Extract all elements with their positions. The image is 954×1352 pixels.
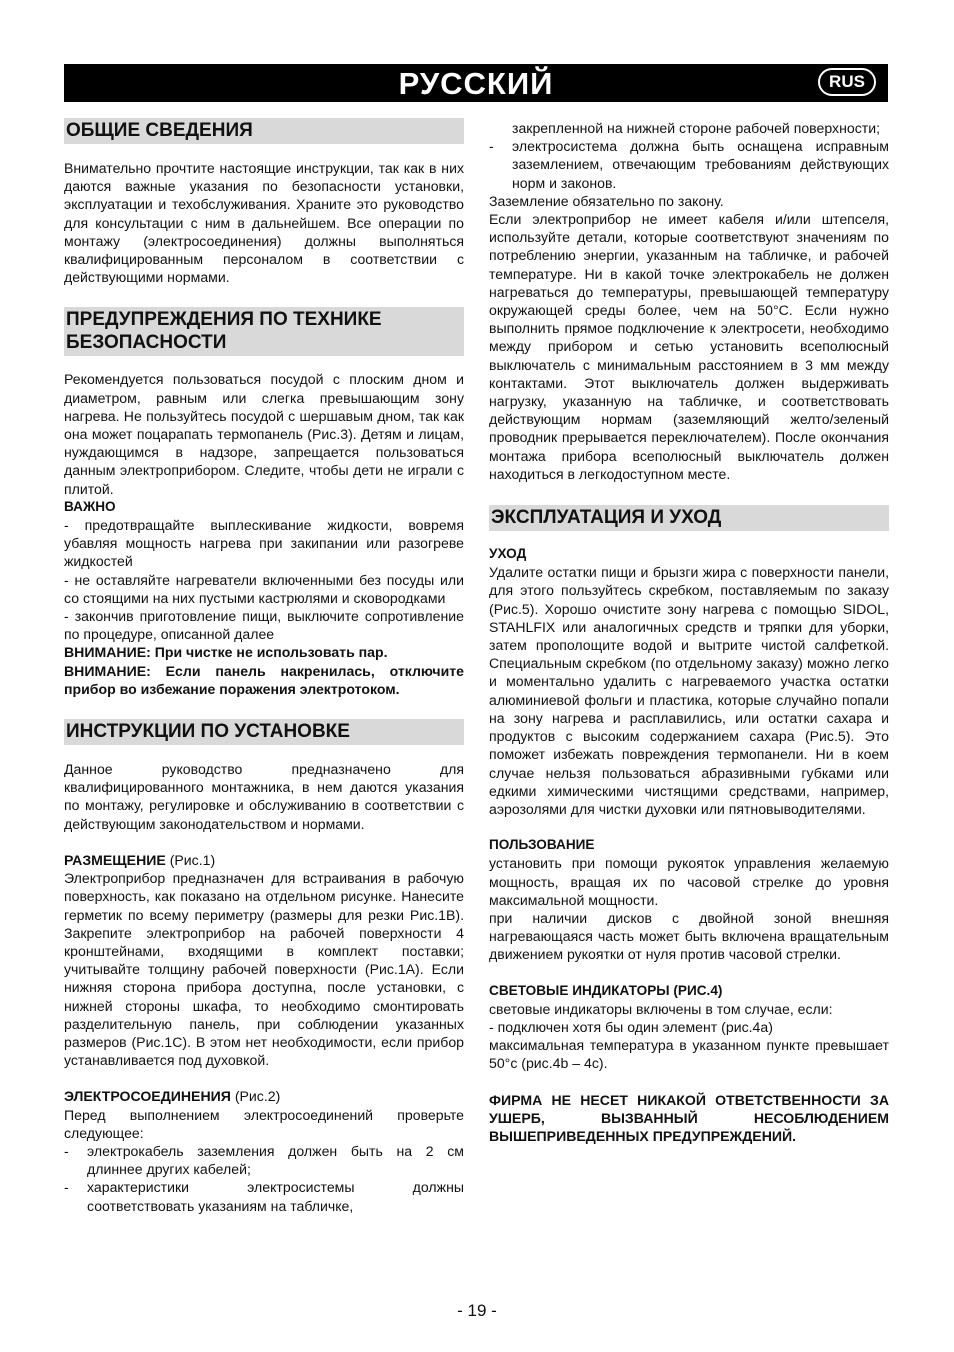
placement-ref: (Рис.1) — [165, 851, 216, 868]
continued-item-text: закрепленной на нижней стороне рабочей поверхности; — [512, 120, 880, 136]
important-label: ВАЖНО — [64, 498, 116, 514]
general-text: Внимательно прочтите настоящие инструкции, так как в них даются важные указания по безопасности установки, эксплуатации и техобслуживания. Храните это руководство для консультации с ним в дальнейшем. Все операции по монтажу (электросоединения) должны выполняться квалифицированным персоналом в соответствии с действующими нормами. — [64, 160, 464, 286]
warning-steam: ВНИМАНИЕ: При чистке не использовать пар. — [64, 644, 388, 661]
placement-title — [64, 851, 464, 869]
page-number: - 19 - — [457, 1301, 497, 1320]
electric-item-text: электрокабель заземления должен быть на 2 см длиннее других кабелей; — [87, 1142, 464, 1178]
safety-text: Рекомендуется пользоваться посудой с плоским дном и диаметром, равным или слегка превышающим зону нагрева. Не пользуйтесь посудой с шершавым дном, так как она может поцарапать термопанель (Рис.3). Детям и лицам, нуждающимся в надзоре, запрещается пользоваться данным электроприбором. Следите, чтобы дети не играли с плитой. — [64, 371, 464, 497]
usage-label: ПОЛЬЗОВАНИЕ — [489, 837, 595, 853]
heading-use: ЭКСПЛУАТАЦИЯ И УХОД — [489, 505, 889, 531]
electric-item-text: характеристики электросистемы должны соответствовать указаниям на табличке, — [87, 1179, 464, 1214]
placement-label: РАЗМЕЩЕНИЕ — [64, 851, 166, 868]
safety-item-2: - не оставляйте нагреватели включенными без посуды или со стоящими на них пустыми кастрюлями и сковородками — [64, 571, 464, 606]
banner-title: РУССКИЙ — [398, 66, 554, 101]
placement-text: Электроприбор предназначен для встраивания в рабочую поверхность, как показано на отдельном рисунке. Нанесите герметик по всему периметру (размеры для резки Рис.1B). Закрепите электроприбор на рабочей поверхности 4 кронштейнами, входящими в комплект поставки; учитывайте толщину рабочей поверхности (Рис.1A). Если нижняя сторона прибора доступна, после установки, с нижней стороны шкафа, то необходимо смонтировать разделительную панель, при соблюдении указанных размеров (Рис.1C). В этом нет необходимости, если прибор устанавливается под духовкой. — [64, 870, 464, 1069]
electric-title — [64, 1087, 464, 1105]
language-banner — [64, 64, 888, 102]
electric-item: - электрокабель заземления должен быть на 2 см длиннее других кабелей; — [64, 1142, 464, 1178]
grounding-law: Заземление обязательно по закону. — [489, 192, 724, 209]
left-column — [64, 118, 464, 1215]
usage-text-1: установить при помощи рукояток управления желаемую мощность, вращая их по часовой стрелке до уровня максимальной мощности. — [489, 855, 889, 908]
heading-safety: ПРЕДУПРЕЖДЕНИЯ ПО ТЕХНИКЕ БЕЗОПАСНОСТИ — [64, 307, 464, 356]
grounding-item-text: электросистема должна быть оснащена исправным заземлением, отвечающим требованиям действующих норм и законов. — [512, 138, 889, 191]
electric-ref: (Рис.2) — [230, 1088, 281, 1105]
care-text: Удалите остатки пищи и брызги жира с поверхности панели, для этого пользуйтесь скребком, поставляемым по заказу (Рис.5). Хорошо очистите зону нагрева с помощью SIDOL, STAHLFIX или аналогичных средств и тряпки для уборки, затем прополощите водой и вытрите чистой салфеткой. Специальным скребком (по отдельному заказу) можно легко и моментально удалить с нагреваемого участка остатки алюминиевой фольги и пластика, которые случайно попали на зону нагрева и расплавились, или остатки сахара и продуктов с высоким содержанием сахара (Рис.5). Это поможет избежать повреждения термопанели. Ни в коем случае нельзя пользоваться абразивными губками или едкими химическими чистящими средствами, например, аэрозолями для чистки духовки или пятновыводителями. — [489, 564, 889, 817]
install-text: Данное руководство предназначено для квалифицированного монтажника, в нем даются указания по монтажу, регулировке и обслуживанию в соответствии с действующим законодательством и нормами. — [64, 761, 464, 832]
lights-text-3: максимальная температура в указанном пункте превышает 50°c (рис.4b – 4c). — [489, 1037, 889, 1072]
warning-tilt: ВНИМАНИЕ: Если панель накренилась, отключите прибор во избежание поражения электротоком. — [64, 662, 464, 697]
lights-text-2: - подключен хотя бы один элемент (рис.4a) — [489, 1018, 773, 1035]
grounding-item: - электросистема должна быть оснащена исправным заземлением, отвечающим требованиям действующих норм и законов. — [489, 138, 889, 191]
language-badge: RUS — [818, 68, 876, 96]
care-label: УХОД — [489, 546, 527, 562]
heading-install: ИНСТРУКЦИИ ПО УСТАНОВКЕ — [64, 719, 464, 745]
cable-text: Если электроприбор не имеет кабеля и/или штепселя, используйте детали, которые соответствуют значениям по потреблению энергии, указанным на табличке, и рабочей температуре. Ни в какой точке электрокабель не должен нагреваться до температуры, превышающей температуру окружающей среды более, чем на 50°C. Если нужно выполнить прямое подключение к электросети, необходимо между прибором и сетью установить всеполюсный выключатель с минимальным расстоянием в 3 мм между контактами. Этот выключатель должен выдерживать нагрузку, указанную на табличке, и соответствовать действующим нормам (заземляющий желто/зеленый проводник прерывается переключателем). После окончания монтажа прибора всеполюсный выключатель должен находиться в легкодоступном месте. — [489, 211, 889, 482]
continued-item — [489, 119, 889, 137]
heading-general: ОБЩИЕ СВЕДЕНИЯ — [64, 118, 464, 144]
lights-text-1: световые индикаторы включены в том случае, если: — [489, 1000, 833, 1017]
lights-label: СВЕТОВЫЕ ИНДИКАТОРЫ (РИС.4) — [489, 982, 723, 998]
electric-label: ЭЛЕКТРОСОЕДИНЕНИЯ — [64, 1088, 231, 1105]
right-column — [489, 119, 889, 1145]
electric-text: Перед выполнением электросоединений проверьте следующее: — [64, 1106, 464, 1141]
usage-text-2: при наличии дисков с двойной зоной внешняя нагревающаяся часть может быть включена вращательным движением рукоятки от нуля против часовой стрелки. — [489, 909, 889, 963]
safety-item-3: - закончив приготовление пищи, выключите сопротивление по процедуре, описанной далее — [64, 608, 464, 643]
safety-item-1: - предотвращайте выплескивание жидкости, вовремя убавляя мощность нагрева при закипании или разогреве жидкостей — [64, 517, 464, 570]
electric-item: - характеристики электросистемы должны соответствовать указаниям на табличке, — [64, 1179, 464, 1214]
disclaimer: ФИРМА НЕ НЕСЕТ НИКАКОЙ ОТВЕТСТВЕННОСТИ ЗА УШЕРБ, ВЫЗВАННЫЙ НЕСОБЛЮДЕНИЕМ ВЫШЕПРИВЕДЕННЫХ ПРЕДУПРЕЖДЕНИЙ. — [489, 1091, 889, 1144]
